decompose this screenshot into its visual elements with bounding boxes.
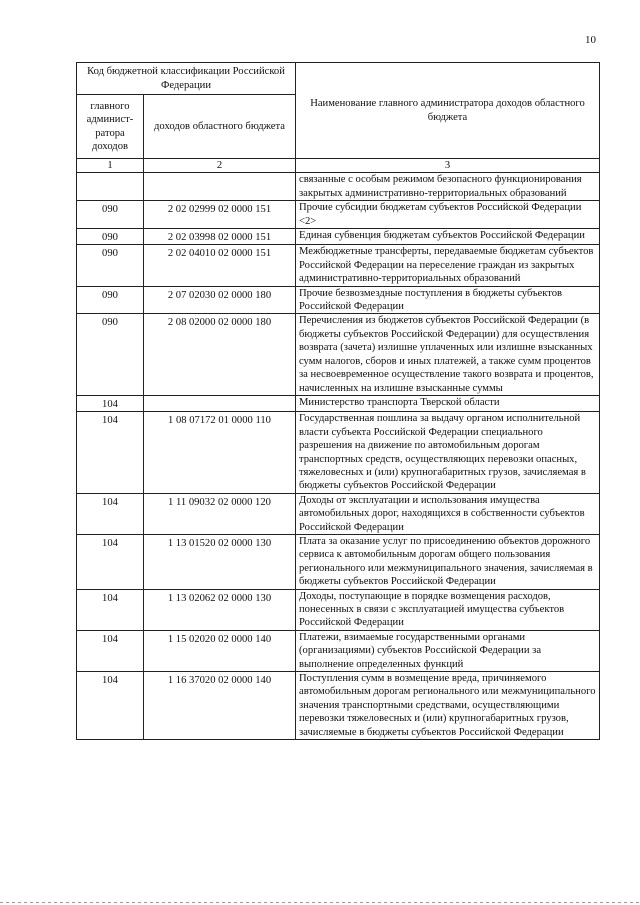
admin-code-cell: 090 bbox=[77, 229, 144, 245]
header-col2-title: доходов областного бюджета bbox=[144, 95, 296, 159]
revenue-name-cell: Перечисления из бюджетов субъектов Российской Федерации (в бюджеты субъектов Российской Федерации) для осуществления возврата (зачета) излишне уплаченных или излишне взысканных сумм налогов, сборов и иных платежей, а также сумм процентов за несвоевременное осуществление такого возврата и процентов, начисленных на излишне взысканные суммы bbox=[296, 314, 600, 395]
column-number: 1 bbox=[77, 159, 144, 173]
page-number: 10 bbox=[585, 34, 596, 46]
revenue-name-cell: Прочие субсидии бюджетам субъектов Российской Федерации <2> bbox=[296, 201, 600, 229]
admin-code-cell: 104 bbox=[77, 395, 144, 411]
revenue-code-cell: 2 08 02000 02 0000 180 bbox=[144, 314, 296, 395]
revenue-code-cell bbox=[144, 395, 296, 411]
table-row bbox=[77, 201, 600, 229]
revenue-code-cell: 2 02 02999 02 0000 151 bbox=[144, 201, 296, 229]
admin-code-cell bbox=[77, 173, 144, 201]
budget-classification-table bbox=[76, 62, 600, 740]
admin-code-cell: 090 bbox=[77, 245, 144, 286]
revenue-code-cell: 1 11 09032 02 0000 120 bbox=[144, 493, 296, 534]
table-row bbox=[77, 173, 600, 201]
header-group-title: Код бюджетной классификации Российской Федерации bbox=[77, 63, 296, 95]
table-row bbox=[77, 589, 600, 630]
table-body bbox=[77, 173, 600, 740]
table-row bbox=[77, 534, 600, 589]
revenue-name-cell: Межбюджетные трансферты, передаваемые бюджетам субъектов Российской Федерации на переселение граждан из закрытых административно-территориальных образований bbox=[296, 245, 600, 286]
table-row bbox=[77, 395, 600, 411]
admin-code-cell: 090 bbox=[77, 314, 144, 395]
admin-code-cell: 104 bbox=[77, 630, 144, 671]
revenue-name-cell: Единая субвенция бюджетам субъектов Российской Федерации bbox=[296, 229, 600, 245]
page-edge-divider bbox=[0, 902, 640, 903]
revenue-code-cell: 1 13 02062 02 0000 130 bbox=[144, 589, 296, 630]
revenue-code-cell: 2 02 03998 02 0000 151 bbox=[144, 229, 296, 245]
table-row bbox=[77, 672, 600, 740]
table-row bbox=[77, 630, 600, 671]
table-row bbox=[77, 412, 600, 493]
revenue-code-cell: 1 08 07172 01 0000 110 bbox=[144, 412, 296, 493]
column-number: 2 bbox=[144, 159, 296, 173]
admin-code-cell: 090 bbox=[77, 286, 144, 314]
revenue-code-cell: 1 16 37020 02 0000 140 bbox=[144, 672, 296, 740]
revenue-code-cell: 1 15 02020 02 0000 140 bbox=[144, 630, 296, 671]
admin-code-cell: 104 bbox=[77, 493, 144, 534]
revenue-code-cell: 2 02 04010 02 0000 151 bbox=[144, 245, 296, 286]
revenue-name-cell: Прочие безвозмездные поступления в бюджеты субъектов Российской Федерации bbox=[296, 286, 600, 314]
revenue-code-cell bbox=[144, 173, 296, 201]
revenue-name-cell: связанные с особым режимом безопасного функционирования закрытых административно-территориальных образований bbox=[296, 173, 600, 201]
table-row bbox=[77, 314, 600, 395]
revenue-code-cell: 2 07 02030 02 0000 180 bbox=[144, 286, 296, 314]
revenue-code-cell: 1 13 01520 02 0000 130 bbox=[144, 534, 296, 589]
revenue-name-cell: Доходы, поступающие в порядке возмещения расходов, понесенных в связи с эксплуатацией имущества субъектов Российской Федерации bbox=[296, 589, 600, 630]
admin-code-cell: 104 bbox=[77, 589, 144, 630]
table-row bbox=[77, 493, 600, 534]
revenue-name-cell: Министерство транспорта Тверской области bbox=[296, 395, 600, 411]
admin-code-cell: 090 bbox=[77, 201, 144, 229]
table-header bbox=[77, 63, 600, 173]
header-col3-title: Наименование главного администратора доходов областного бюджета bbox=[296, 63, 600, 159]
admin-code-cell: 104 bbox=[77, 534, 144, 589]
column-number: 3 bbox=[296, 159, 600, 173]
revenue-name-cell: Доходы от эксплуатации и использования имущества автомобильных дорог, находящихся в собственности субъектов Российской Федерации bbox=[296, 493, 600, 534]
table-row bbox=[77, 229, 600, 245]
table-row bbox=[77, 245, 600, 286]
admin-code-cell: 104 bbox=[77, 672, 144, 740]
revenue-name-cell: Плата за оказание услуг по присоединению объектов дорожного сервиса к автомобильным дорогам общего пользования регионального или межмуниципального значения, зачисляемая в бюджеты субъектов Российской Федерации bbox=[296, 534, 600, 589]
revenue-name-cell: Платежи, взимаемые государственными органами (организациями) субъектов Российской Федерации за выполнение определенных функций bbox=[296, 630, 600, 671]
revenue-name-cell: Поступления сумм в возмещение вреда, причиняемого автомобильным дорогам регионального или межмуниципального значения транспортными средствами, осуществляющими перевозки тяжеловесных и (или) крупногабаритных грузов, зачисляемые в бюджеты субъектов Российской Федерации bbox=[296, 672, 600, 740]
admin-code-cell: 104 bbox=[77, 412, 144, 493]
header-col1-title: главного админист-ратора доходов bbox=[77, 95, 144, 159]
table-row bbox=[77, 286, 600, 314]
revenue-name-cell: Государственная пошлина за выдачу органом исполнительной власти субъекта Российской Федерации специального разрешения на движение по автомобильным дорогам транспортных средств, осуществляющих перевозки опасных, тяжеловесных и (или) крупногабаритных грузов, зачисляемая в бюджеты субъектов Российской Федерации bbox=[296, 412, 600, 493]
